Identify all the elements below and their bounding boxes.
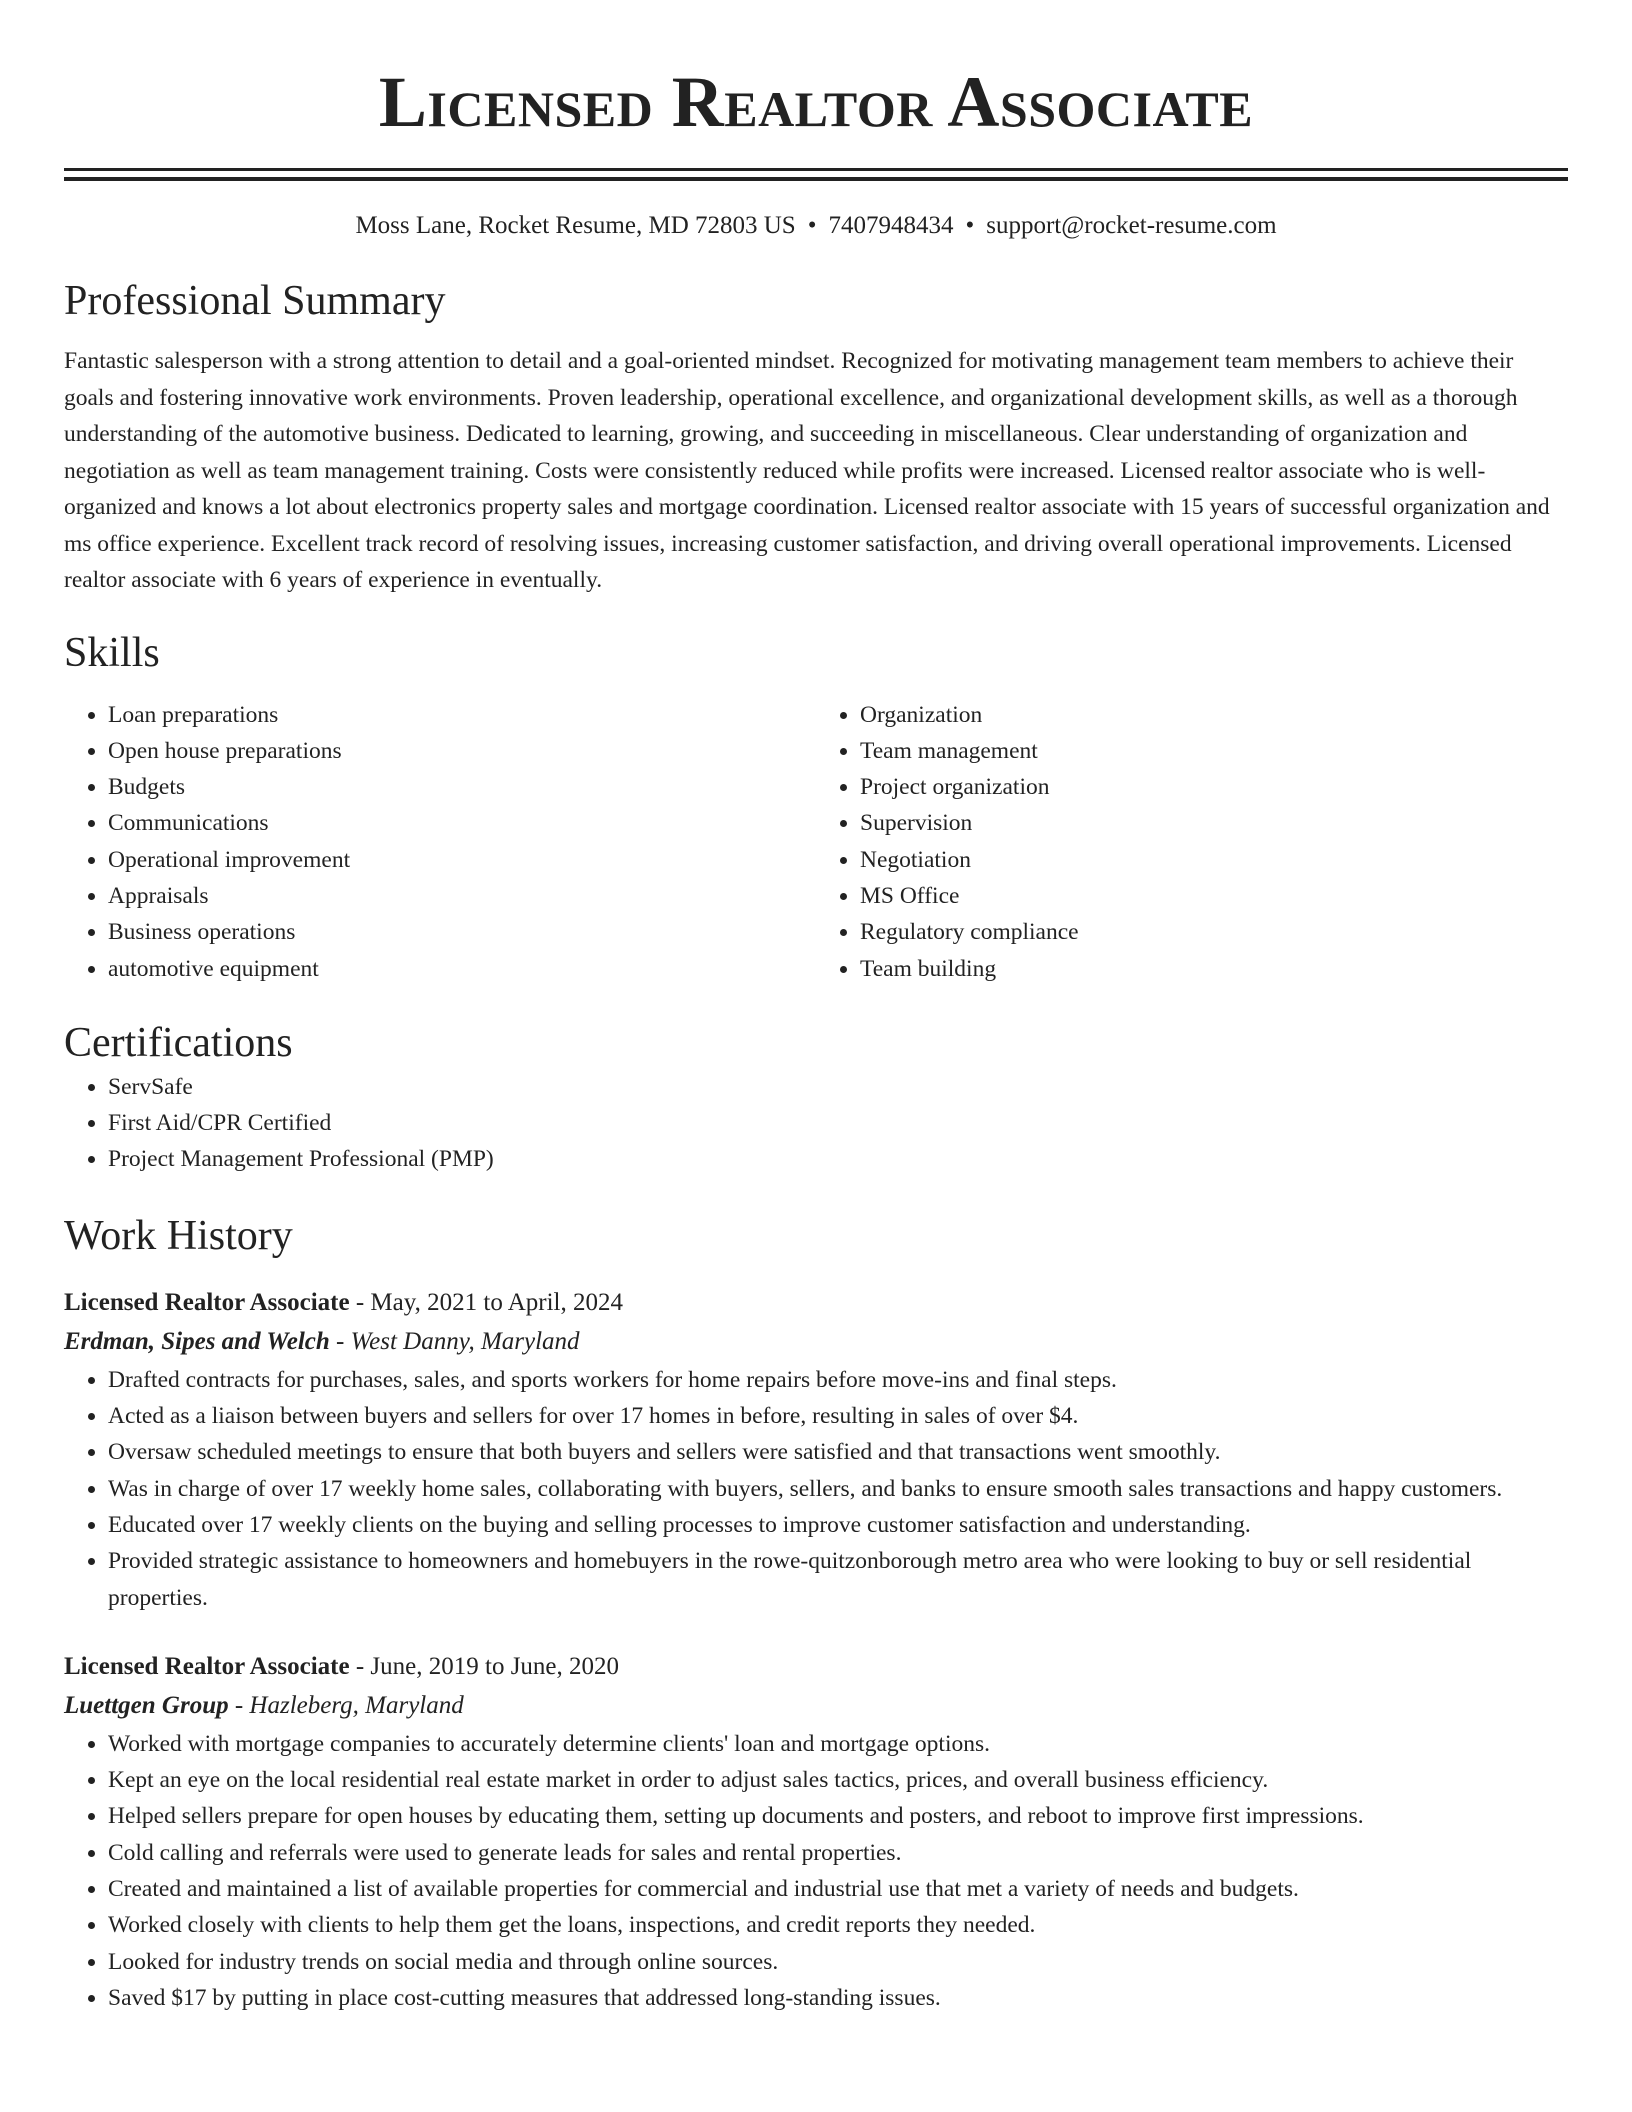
duty-item: • Helped sellers prepare for open houses by educating them, setting up documents and posters, and reboot to improve first impressions.	[108, 1798, 1568, 1834]
skill-item: • Budgets	[108, 769, 816, 805]
job-role: Licensed Realtor Associate	[64, 1652, 350, 1680]
skill-item: • Business operations	[108, 914, 816, 950]
skill-item: • Supervision	[860, 805, 1568, 841]
contact-phone: 7407948434	[828, 212, 954, 239]
skill-item: • Appraisals	[108, 878, 816, 914]
skill-item: • Organization	[860, 697, 1568, 733]
duty-item: • Acted as a liaison between buyers and sellers for over 17 homes in before, resulting in sales of over $4.	[108, 1398, 1568, 1434]
resume-title: Licensed Realtor Associate	[378, 62, 1254, 142]
skill-item: • MS Office	[860, 878, 1568, 914]
certifications-heading: Certifications	[64, 1019, 293, 1066]
skill-item: • Regulatory compliance	[860, 914, 1568, 950]
skills-columns	[64, 697, 1568, 987]
duty-item: • Oversaw scheduled meetings to ensure that both buyers and sellers were satisfied and that transactions went smoothly.	[108, 1434, 1568, 1470]
skill-item: • Open house preparations	[108, 733, 816, 769]
contact-separator: •	[965, 212, 975, 239]
job-location: - Hazleberg, Maryland	[234, 1691, 464, 1719]
duty-item: • Kept an eye on the local residential real estate market in order to adjust sales tactics, prices, and overall business efficiency.	[108, 1762, 1568, 1798]
duty-item: • Was in charge of over 17 weekly home sales, collaborating with buyers, sellers, and banks to ensure smooth sales transactions and happy customers.	[108, 1471, 1568, 1507]
job-dates: - June, 2019 to June, 2020	[355, 1652, 620, 1680]
skills-list-right	[816, 697, 1568, 987]
job-dates: - May, 2021 to April, 2024	[355, 1288, 623, 1316]
duty-item: • Created and maintained a list of available properties for commercial and industrial use that met a variety of needs and budgets.	[108, 1871, 1568, 1907]
skill-item: • Team building	[860, 951, 1568, 987]
skill-item: • Communications	[108, 805, 816, 841]
skills-list-left	[64, 697, 816, 987]
certification-item: • First Aid/CPR Certified	[108, 1105, 1568, 1141]
contact-address: Moss Lane, Rocket Resume, MD 72803 US	[355, 212, 796, 239]
duty-item: • Saved $17 by putting in place cost-cutting measures that addressed long-standing issues.	[108, 1980, 1568, 2016]
skill-item: • Loan preparations	[108, 697, 816, 733]
job-company: Erdman, Sipes and Welch	[64, 1327, 330, 1355]
job-company-line	[64, 1322, 1568, 1362]
job-title-line	[64, 1284, 1568, 1322]
skill-item: • Team management	[860, 733, 1568, 769]
contact-line	[64, 209, 1568, 243]
job-entry	[64, 1648, 1568, 2016]
duty-item: • Drafted contracts for purchases, sales, and sports workers for home repairs before move-ins and final steps.	[108, 1362, 1568, 1398]
job-location: - West Danny, Maryland	[336, 1327, 580, 1355]
duty-item: • Worked with mortgage companies to accurately determine clients' loan and mortgage options.	[108, 1726, 1568, 1762]
skill-item: • Operational improvement	[108, 842, 816, 878]
duty-item: • Cold calling and referrals were used to generate leads for sales and rental properties.	[108, 1835, 1568, 1871]
summary-text: Fantastic salesperson with a strong attention to detail and a goal-oriented mindset. Recognized for motivating management team members to achieve their goals and fostering innovative work environments. Proven leadership, operational excellence, and organizational development skills, as well as a thorough understanding of the automotive business. Dedicated to learning, growing, and succeeding in miscellaneous. Clear understanding of organization and negotiation as well as team management training. Costs were consistently reduced while profits were increased. Licensed realtor associate who is well-organized and knows a lot about electronics property sales and mortgage coordination. Licensed realtor associate with 15 years of successful organization and ms office experience. Excellent track record of resolving issues, increasing customer satisfaction, and driving overall operational improvements. Licensed realtor associate with 6 years of experience in eventually.	[64, 348, 1550, 593]
job-duties-list	[64, 1726, 1568, 2016]
certification-item: • Project Management Professional (PMP)	[108, 1141, 1568, 1177]
duty-item: • Educated over 17 weekly clients on the buying and selling processes to improve customer satisfaction and understanding.	[108, 1507, 1568, 1543]
skill-item: • automotive equipment	[108, 951, 816, 987]
job-title-line	[64, 1648, 1568, 1686]
duty-item: • Provided strategic assistance to homeowners and homebuyers in the rowe-quitzonborough metro area who were looking to buy or sell residential properties.	[108, 1543, 1568, 1616]
job-duties-list	[64, 1362, 1568, 1616]
job-company: Luettgen Group	[64, 1691, 229, 1719]
job-company-line	[64, 1686, 1568, 1726]
skill-item: • Negotiation	[860, 842, 1568, 878]
title-divider	[64, 168, 1568, 181]
skills-heading: Skills	[64, 629, 160, 676]
certification-item: • ServSafe	[108, 1069, 1568, 1105]
job-entry	[64, 1284, 1568, 1616]
duty-item: • Looked for industry trends on social media and through online sources.	[108, 1944, 1568, 1980]
job-role: Licensed Realtor Associate	[64, 1288, 350, 1316]
certifications-list	[64, 1069, 1568, 1178]
skill-item: • Project organization	[860, 769, 1568, 805]
duty-item: • Worked closely with clients to help them get the loans, inspections, and credit reports they needed.	[108, 1907, 1568, 1943]
contact-separator: •	[807, 212, 817, 239]
contact-email: support@rocket-resume.com	[986, 212, 1277, 239]
summary-heading: Professional Summary	[64, 278, 446, 324]
work-history-heading: Work History	[64, 1212, 293, 1259]
